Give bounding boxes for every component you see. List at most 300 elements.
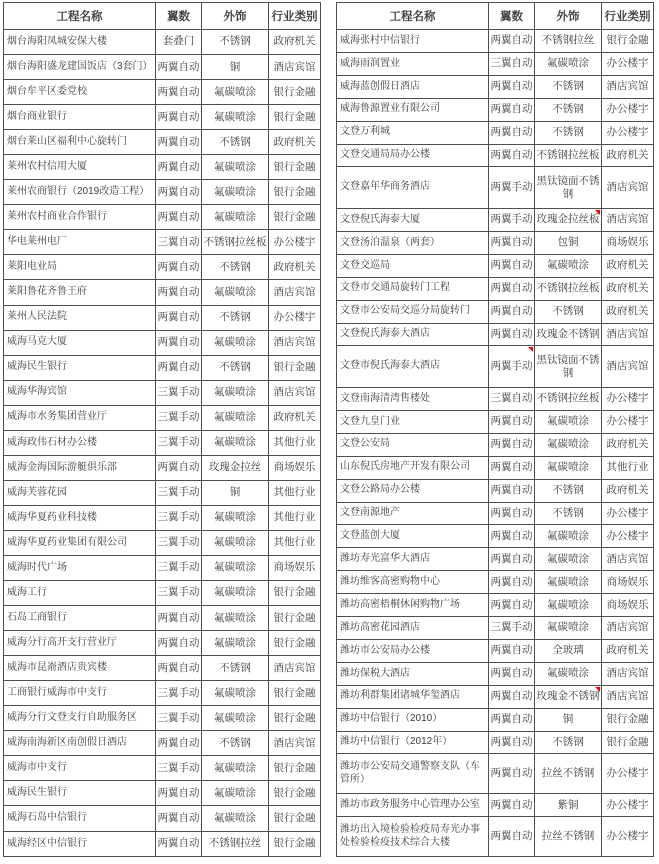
project-name-cell: 文登交通局局办公楼 (337, 144, 489, 167)
industry-cell: 酒店宾馆 (269, 380, 321, 405)
finish-cell: 不锈钢 (535, 300, 602, 323)
industry-cell: 政府机关 (602, 144, 654, 167)
wings-cell: 三翼手动 (156, 380, 202, 405)
industry-cell: 酒店宾馆 (602, 323, 654, 346)
industry-cell: 政府机关 (602, 277, 654, 300)
industry-cell: 酒店宾馆 (269, 280, 321, 305)
project-name-cell: 威海雨润置业 (337, 52, 489, 75)
col-header-project-name: 工程名称 (337, 3, 489, 30)
project-name-cell: 潍坊市政务服务中心管理办公室 (337, 794, 489, 817)
wings-cell: 两翼自动 (489, 75, 535, 98)
industry-cell: 办公楼宇 (602, 525, 654, 548)
finish-cell: 氟碳喷涂 (202, 555, 269, 580)
comment-marker-icon (595, 687, 600, 692)
col-header-wings: 翼数 (489, 3, 535, 30)
col-header-project-name: 工程名称 (4, 3, 156, 30)
project-name-cell: 威海分行文登支行自助服务区 (4, 706, 156, 731)
comment-marker-icon (528, 347, 533, 352)
finish-cell: 不锈钢 (202, 731, 269, 756)
wings-cell: 两翼手动 (489, 208, 535, 231)
project-name-cell: 潍坊保税大酒店 (337, 662, 489, 685)
table-row (337, 231, 654, 254)
table-row (4, 155, 321, 180)
industry-cell: 银行金融 (269, 355, 321, 380)
table-row (337, 685, 654, 708)
project-name-cell: 华电莱州电厂 (4, 230, 156, 255)
finish-cell: 不锈钢 (535, 98, 602, 121)
finish-cell: 氟碳喷涂 (202, 430, 269, 455)
industry-cell: 酒店宾馆 (602, 75, 654, 98)
finish-cell: 氟碳喷涂 (202, 380, 269, 405)
project-name-cell: 潍坊市公安局交通警察支队（车管所） (337, 754, 489, 794)
wings-cell: 两翼自动 (156, 280, 202, 305)
project-name-cell: 威海分行高开支行营业厅 (4, 631, 156, 656)
project-name-cell: 文登市公安局交巡分局旋转门 (337, 300, 489, 323)
wings-cell: 三翼自动 (156, 230, 202, 255)
header-row (337, 3, 654, 30)
table-row (4, 305, 321, 330)
table-row (337, 617, 654, 640)
industry-cell: 商场娱乐 (602, 594, 654, 617)
table-row (337, 754, 654, 794)
finish-cell: 拉丝不锈钢 (535, 817, 602, 857)
finish-cell: 氟碳喷涂 (535, 52, 602, 75)
project-name-cell: 潍坊市公安局办公楼 (337, 639, 489, 662)
wings-cell: 两翼自动 (489, 277, 535, 300)
industry-cell: 银行金融 (602, 731, 654, 754)
table-row (337, 121, 654, 144)
project-name-cell: 威海华夏药业科技楼 (4, 505, 156, 530)
industry-cell: 办公楼宇 (602, 98, 654, 121)
project-name-cell: 莱州人民法院 (4, 305, 156, 330)
industry-cell: 银行金融 (602, 708, 654, 731)
project-table-left (3, 2, 321, 857)
project-name-cell: 文登九皇门业 (337, 410, 489, 433)
project-name-cell: 威海马克大厦 (4, 330, 156, 355)
project-name-cell: 文登汤泊温泉（两套） (337, 231, 489, 254)
wings-cell: 三翼手动 (156, 681, 202, 706)
project-name-cell: 莱州农村信用大厦 (4, 155, 156, 180)
wings-cell: 三翼自动 (489, 387, 535, 410)
finish-cell: 氟碳喷涂 (535, 548, 602, 571)
wings-cell: 两翼自动 (156, 180, 202, 205)
wings-cell: 两翼自动 (156, 606, 202, 631)
project-name-cell: 文登南源地产 (337, 502, 489, 525)
wings-cell: 两翼自动 (489, 479, 535, 502)
industry-cell: 办公楼宇 (602, 754, 654, 794)
wings-cell: 两翼自动 (489, 685, 535, 708)
table-row (4, 430, 321, 455)
wings-cell: 两翼自动 (489, 456, 535, 479)
table-row (337, 144, 654, 167)
industry-cell: 银行金融 (269, 631, 321, 656)
project-name-cell: 莱州农商银行（2019改造工程） (4, 180, 156, 205)
wings-cell: 两翼自动 (489, 121, 535, 144)
project-name-cell: 威海南海新区南创假日酒店 (4, 731, 156, 756)
table-row (4, 731, 321, 756)
wings-cell: 两翼自动 (489, 30, 535, 53)
table-row (4, 30, 321, 55)
project-name-cell: 威海经区中信银行 (4, 831, 156, 857)
project-name-cell: 威海民生银行 (4, 781, 156, 806)
industry-cell: 办公楼宇 (602, 817, 654, 857)
table-row (337, 502, 654, 525)
project-name-cell: 威海芙蓉花园 (4, 480, 156, 505)
wings-cell: 两翼自动 (156, 831, 202, 857)
wings-cell: 两翼手动 (489, 346, 535, 388)
table-row (337, 708, 654, 731)
industry-cell: 银行金融 (269, 155, 321, 180)
col-header-finish: 外饰 (535, 3, 602, 30)
project-name-cell: 文登南海清湾售楼处 (337, 387, 489, 410)
project-name-cell: 威海政伟石材办公楼 (4, 430, 156, 455)
project-name-cell: 威海石岛中信银行 (4, 806, 156, 831)
industry-cell: 商场娱乐 (602, 231, 654, 254)
industry-cell: 酒店宾馆 (269, 55, 321, 80)
project-name-cell: 威海鲁源置业有限公司 (337, 98, 489, 121)
wings-cell: 两翼自动 (489, 794, 535, 817)
project-name-cell: 文登市交通局旋转门工程 (337, 277, 489, 300)
project-name-cell: 威海金海国际游艇俱乐部 (4, 455, 156, 480)
finish-cell: 氟碳喷涂 (202, 706, 269, 731)
finish-cell: 氟碳喷涂 (535, 433, 602, 456)
finish-cell: 不锈钢拉丝板 (535, 144, 602, 167)
finish-cell: 黑钛镜面不锈钢 (535, 346, 602, 388)
project-name-cell: 文登交巡局 (337, 254, 489, 277)
table-row (337, 98, 654, 121)
table-row (4, 606, 321, 631)
finish-cell: 拉丝不锈钢 (535, 754, 602, 794)
table-row (337, 387, 654, 410)
project-name-cell: 潍坊寿光富华大酒店 (337, 548, 489, 571)
industry-cell: 政府机关 (602, 639, 654, 662)
table-row (337, 594, 654, 617)
finish-cell: 不锈钢 (535, 479, 602, 502)
industry-cell: 酒店宾馆 (269, 656, 321, 681)
wings-cell: 两翼自动 (156, 781, 202, 806)
finish-cell: 氟碳喷涂 (202, 606, 269, 631)
industry-cell: 办公楼宇 (269, 305, 321, 330)
table-row (4, 706, 321, 731)
wings-cell: 两翼自动 (156, 130, 202, 155)
project-name-cell: 威海市水务集团营业厅 (4, 405, 156, 430)
wings-cell: 两翼自动 (489, 731, 535, 754)
finish-cell: 不锈钢 (535, 75, 602, 98)
project-name-cell: 威海工行 (4, 581, 156, 606)
finish-cell: 氟碳喷涂 (202, 205, 269, 230)
wings-cell: 两翼自动 (489, 525, 535, 548)
table-row (337, 410, 654, 433)
industry-cell: 酒店宾馆 (602, 208, 654, 231)
finish-cell: 氟碳喷涂 (535, 662, 602, 685)
industry-cell: 商场娱乐 (602, 571, 654, 594)
wings-cell: 两翼自动 (156, 355, 202, 380)
finish-cell: 不锈钢 (202, 255, 269, 280)
finish-cell: 氟碳喷涂 (202, 806, 269, 831)
project-name-cell: 威海民生银行 (4, 355, 156, 380)
table-row (4, 405, 321, 430)
wings-cell: 三翼自动 (489, 52, 535, 75)
project-name-cell: 潍坊出入境检验检疫局寿光办事处检验检疫技术综合大楼 (337, 817, 489, 857)
industry-cell: 政府机关 (269, 405, 321, 430)
project-name-cell: 烟台牟平区委党校 (4, 80, 156, 105)
table-row (337, 456, 654, 479)
finish-cell: 氟碳喷涂 (202, 180, 269, 205)
industry-cell: 其他行业 (269, 505, 321, 530)
project-name-cell: 莱阳电业局 (4, 255, 156, 280)
industry-cell: 银行金融 (602, 30, 654, 53)
wings-cell: 两翼手动 (489, 167, 535, 209)
finish-cell: 氟碳喷涂 (535, 525, 602, 548)
comment-marker-icon (595, 210, 600, 215)
table-row (4, 505, 321, 530)
table-row (4, 555, 321, 580)
industry-cell: 其他行业 (269, 430, 321, 455)
wings-cell: 三翼手动 (156, 581, 202, 606)
project-name-cell: 莱阳鲁花齐鲁王府 (4, 280, 156, 305)
project-name-cell: 文登公路局办公楼 (337, 479, 489, 502)
industry-cell: 其他行业 (269, 530, 321, 555)
table-row (4, 455, 321, 480)
table-row (4, 230, 321, 255)
wings-cell: 两翼自动 (489, 231, 535, 254)
finish-cell: 包铜 (535, 231, 602, 254)
wings-cell: 两翼自动 (489, 98, 535, 121)
wings-cell: 三翼手动 (156, 706, 202, 731)
table-row (4, 255, 321, 280)
finish-cell: 黑钛镜面不锈钢 (535, 167, 602, 209)
table-row (337, 662, 654, 685)
finish-cell: 不锈钢拉丝 (535, 30, 602, 53)
table-row (337, 433, 654, 456)
finish-cell: 氟碳喷涂 (202, 781, 269, 806)
table-row (337, 75, 654, 98)
wings-cell: 两翼自动 (156, 105, 202, 130)
industry-cell: 办公楼宇 (269, 230, 321, 255)
finish-cell: 氟碳喷涂 (202, 631, 269, 656)
table-row (337, 817, 654, 857)
finish-cell: 不锈钢 (535, 121, 602, 144)
table-row (337, 548, 654, 571)
table-row (337, 323, 654, 346)
wings-cell: 两翼自动 (156, 631, 202, 656)
industry-cell: 酒店宾馆 (602, 617, 654, 640)
project-name-cell: 文登市倪氏海泰大酒店 (337, 346, 489, 388)
finish-cell: 不锈钢 (202, 130, 269, 155)
table-row (337, 794, 654, 817)
project-name-cell: 山东倪氏房地产开发有限公司 (337, 456, 489, 479)
industry-cell: 酒店宾馆 (602, 662, 654, 685)
wings-cell: 三翼手动 (156, 480, 202, 505)
wings-cell: 两翼自动 (156, 155, 202, 180)
industry-cell: 酒店宾馆 (602, 167, 654, 209)
project-name-cell: 威海市昆嵛酒店贵宾楼 (4, 656, 156, 681)
finish-cell: 氟碳喷涂 (202, 581, 269, 606)
table-row (4, 480, 321, 505)
industry-cell: 政府机关 (602, 254, 654, 277)
wings-cell: 三翼手动 (156, 405, 202, 430)
finish-cell: 玫瑰金不锈钢 (535, 323, 602, 346)
col-header-finish: 外饰 (202, 3, 269, 30)
project-name-cell: 威海蓝创假日酒店 (337, 75, 489, 98)
industry-cell: 政府机关 (602, 300, 654, 323)
industry-cell: 酒店宾馆 (602, 346, 654, 388)
project-name-cell: 烟台海阳凤城安保大楼 (4, 30, 156, 55)
project-name-cell: 威海时代广场 (4, 555, 156, 580)
wings-cell: 三翼手动 (156, 505, 202, 530)
finish-cell: 铜 (535, 708, 602, 731)
finish-cell: 玫瑰金不锈钢 (535, 685, 602, 708)
industry-cell: 酒店宾馆 (269, 731, 321, 756)
project-name-cell: 潍坊维客高密购物中心 (337, 571, 489, 594)
wings-cell: 三翼手动 (156, 530, 202, 555)
wings-cell: 两翼自动 (156, 80, 202, 105)
project-name-cell: 文登嘉年华商务酒店 (337, 167, 489, 209)
table-row (4, 380, 321, 405)
table-row (4, 180, 321, 205)
industry-cell: 政府机关 (269, 30, 321, 55)
table-row (4, 80, 321, 105)
table-row (4, 530, 321, 555)
finish-cell: 不锈钢 (535, 731, 602, 754)
table-row (337, 30, 654, 53)
wings-cell: 三翼手动 (489, 617, 535, 640)
industry-cell: 银行金融 (269, 706, 321, 731)
table-row (337, 254, 654, 277)
table-row (337, 167, 654, 209)
wings-cell: 两翼自动 (489, 410, 535, 433)
col-header-wings: 翼数 (156, 3, 202, 30)
finish-cell: 氟碳喷涂 (535, 410, 602, 433)
wings-cell: 两翼自动 (489, 300, 535, 323)
wings-cell: 两翼自动 (489, 754, 535, 794)
industry-cell: 办公楼宇 (602, 121, 654, 144)
industry-cell: 酒店宾馆 (269, 330, 321, 355)
industry-cell: 银行金融 (269, 756, 321, 781)
col-header-industry: 行业类别 (602, 3, 654, 30)
finish-cell: 玫瑰金拉丝 (202, 455, 269, 480)
finish-cell: 不锈钢 (202, 30, 269, 55)
finish-cell: 氟碳喷涂 (202, 505, 269, 530)
industry-cell: 酒店宾馆 (602, 548, 654, 571)
finish-cell: 氟碳喷涂 (202, 80, 269, 105)
industry-cell: 银行金融 (269, 105, 321, 130)
project-name-cell: 潍坊中信银行（2012年） (337, 731, 489, 754)
project-name-cell: 潍坊高密花园酒店 (337, 617, 489, 640)
project-name-cell: 潍坊中信银行（2010） (337, 708, 489, 731)
wings-cell: 两翼自动 (489, 662, 535, 685)
wings-cell: 两翼自动 (489, 254, 535, 277)
industry-cell: 银行金融 (269, 781, 321, 806)
industry-cell: 政府机关 (602, 479, 654, 502)
finish-cell: 不锈钢 (202, 656, 269, 681)
finish-cell: 全玻璃 (535, 639, 602, 662)
wings-cell: 三翼手动 (156, 756, 202, 781)
project-name-cell: 莱州农村商业合作银行 (4, 205, 156, 230)
industry-cell: 银行金融 (269, 80, 321, 105)
wings-cell: 两翼自动 (489, 639, 535, 662)
finish-cell: 不锈钢拉丝板 (535, 387, 602, 410)
project-name-cell: 潍坊利群集团诸城华玺酒店 (337, 685, 489, 708)
table-row (337, 479, 654, 502)
finish-cell: 铜 (202, 55, 269, 80)
finish-cell: 不锈钢 (202, 355, 269, 380)
industry-cell: 办公楼宇 (602, 410, 654, 433)
industry-cell: 银行金融 (269, 681, 321, 706)
finish-cell: 氟碳喷涂 (202, 280, 269, 305)
wings-cell: 两翼自动 (156, 205, 202, 230)
industry-cell: 商场娱乐 (269, 555, 321, 580)
industry-cell: 政府机关 (269, 255, 321, 280)
finish-cell: 不锈钢 (535, 502, 602, 525)
table-row (4, 756, 321, 781)
project-name-cell: 文登公安局 (337, 433, 489, 456)
project-name-cell: 文登倪氏海泰大厦 (337, 208, 489, 231)
wings-cell: 两翼自动 (156, 55, 202, 80)
finish-cell: 氟碳喷涂 (535, 571, 602, 594)
table-row (4, 130, 321, 155)
wings-cell: 三翼手动 (156, 555, 202, 580)
table-row (4, 681, 321, 706)
table-row (4, 330, 321, 355)
project-name-cell: 烟台海阳盛龙建国饭店（3套门） (4, 55, 156, 80)
project-name-cell: 文登蓝创大厦 (337, 525, 489, 548)
industry-cell: 政府机关 (602, 433, 654, 456)
finish-cell: 不锈钢拉丝板 (202, 230, 269, 255)
table-row (337, 639, 654, 662)
header-row (4, 3, 321, 30)
finish-cell: 不锈钢拉丝板 (535, 277, 602, 300)
finish-cell: 不锈钢拉丝 (202, 831, 269, 857)
finish-cell: 氟碳喷涂 (202, 155, 269, 180)
project-name-cell: 烟台商业银行 (4, 105, 156, 130)
finish-cell: 铜 (202, 480, 269, 505)
project-name-cell: 威海市中支行 (4, 756, 156, 781)
finish-cell: 氟碳喷涂 (535, 594, 602, 617)
project-name-cell: 石岛工商银行 (4, 606, 156, 631)
table-row (4, 831, 321, 857)
table-row (337, 52, 654, 75)
wings-cell: 两翼自动 (156, 731, 202, 756)
table-row (4, 781, 321, 806)
project-name-cell: 烟台莱山区福利中心旋转门 (4, 130, 156, 155)
table-row (337, 346, 654, 388)
project-name-cell: 文登万利城 (337, 121, 489, 144)
industry-cell: 办公楼宇 (602, 387, 654, 410)
finish-cell: 氟碳喷涂 (202, 105, 269, 130)
project-name-cell: 潍坊高密梧桐休闲购物广场 (337, 594, 489, 617)
wings-cell: 两翼自动 (156, 305, 202, 330)
wings-cell: 两翼自动 (489, 323, 535, 346)
finish-cell: 紫铜 (535, 794, 602, 817)
industry-cell: 其他行业 (602, 456, 654, 479)
wings-cell: 套叠门 (156, 30, 202, 55)
wings-cell: 两翼自动 (489, 548, 535, 571)
industry-cell: 酒店宾馆 (602, 685, 654, 708)
wings-cell: 两翼自动 (489, 817, 535, 857)
project-name-cell: 文登倪氏海泰大酒店 (337, 323, 489, 346)
wings-cell: 三翼手动 (156, 430, 202, 455)
table-body-right (337, 30, 654, 857)
industry-cell: 银行金融 (269, 831, 321, 857)
finish-cell: 氟碳喷涂 (535, 254, 602, 277)
wings-cell: 两翼自动 (156, 255, 202, 280)
project-name-cell: 威海华夏药业集团有限公司 (4, 530, 156, 555)
wings-cell: 两翼自动 (489, 571, 535, 594)
wings-cell: 两翼自动 (156, 656, 202, 681)
industry-cell: 银行金融 (269, 180, 321, 205)
industry-cell: 其他行业 (269, 480, 321, 505)
